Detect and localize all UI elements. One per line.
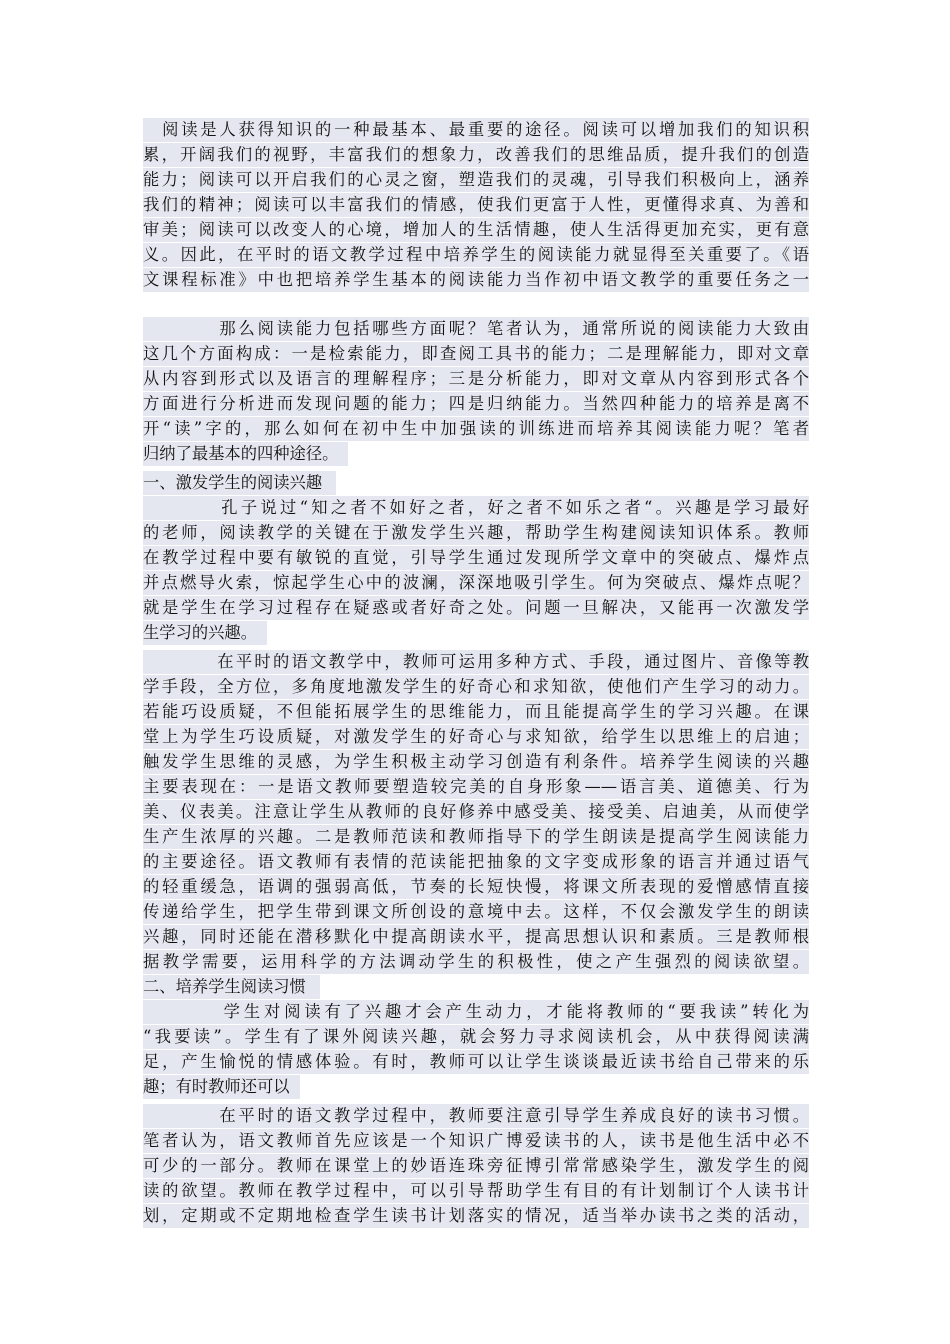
text-line: 读的欲望。教师在教学过程中，可以引导帮助学生有目的有计划制订个人读书计 bbox=[143, 1179, 809, 1203]
text-line: 堂上为学生巧设质疑，对激发学生的好奇心与求知欲，给学生以思维上的启迪； bbox=[143, 725, 809, 749]
text-line: 据教学需要，运用科学的方法调动学生的积极性，使之产生强烈的阅读欲望。 bbox=[143, 950, 809, 974]
text-line: 方面进行分析进而发现问题的能力；四是归纳能力。当然四种能力的培养是离不 bbox=[143, 392, 809, 416]
text-line: 趣；有时教师还可以 bbox=[143, 1075, 300, 1099]
text-line: 学手段，全方位，多角度地激发学生的好奇心和求知欲，使他们产生学习的动力。 bbox=[143, 675, 809, 699]
text-line: 并点燃导火索，惊起学生心中的波澜，深深地吸引学生。何为突破点、爆炸点呢？ bbox=[143, 571, 809, 595]
text-line: 足，产生愉悦的情感体验。有时，教师可以让学生谈谈最近读书给自己带来的乐 bbox=[143, 1050, 809, 1074]
text-line: 生学习的兴趣。 bbox=[143, 621, 267, 645]
document-page bbox=[143, 118, 809, 1229]
text-line: 我们的精神；阅读可以丰富我们的情感，使我们更富于人性，更懂得求真、为善和 bbox=[143, 193, 809, 217]
paragraph-interest-motivation bbox=[143, 1000, 809, 1104]
section-heading-2 bbox=[143, 975, 809, 1000]
text-line: 从内容到形式以及语言的理解程序；三是分析能力，即对文章从内容到形式各个 bbox=[143, 367, 809, 391]
text-line: 的主要途径。语文教师有表情的范读能把抽象的文字变成形象的语言并通过语气 bbox=[143, 850, 809, 874]
text-line: 审美；阅读可以改变人的心境，增加人的生活情趣，使人生活得更加充实，更有意 bbox=[143, 218, 809, 242]
text-line: 的老师，阅读教学的关键在于激发学生兴趣，帮助学生构建阅读知识体系。教师 bbox=[143, 521, 809, 545]
paragraph-teaching-methods bbox=[143, 650, 809, 974]
text-line: 那么阅读能力包括哪些方面呢？笔者认为，通常所说的阅读能力大致由 bbox=[143, 317, 809, 341]
text-line: 兴趣，同时还能在潜移默化中提高朗读水平，提高思想认识和素质。三是教师根 bbox=[143, 925, 809, 949]
text-line: 美、仪表美。注意让学生从教师的良好修养中感受美、接受美、启迪美，从而使学 bbox=[143, 800, 809, 824]
text-line: 阅读是人获得知识的一种最基本、最重要的途径。阅读可以增加我们的知识积 bbox=[143, 118, 809, 142]
text-line: 生产生浓厚的兴趣。二是教师范读和教师指导下的学生朗读是提高学生阅读能力 bbox=[143, 825, 809, 849]
paragraph-reading-ability bbox=[143, 317, 809, 471]
text-line: 若能巧设质疑，不但能拓展学生的思维能力，而且能提高学生的学习兴趣。在课 bbox=[143, 700, 809, 724]
text-line: 触发学生思维的灵感，为学生积极主动学习创造有利条件。培养学生阅读的兴趣 bbox=[143, 750, 809, 774]
paragraph-intro bbox=[143, 118, 809, 292]
text-line: 笔者认为，语文教师首先应该是一个知识广博爱读书的人，读书是他生活中必不 bbox=[143, 1129, 809, 1153]
section-heading-1 bbox=[143, 471, 809, 496]
text-line: 能力；阅读可以开启我们的心灵之窗，塑造我们的灵魂，引导我们积极向上，涵养 bbox=[143, 168, 809, 192]
text-line: 在平时的语文教学过程中，教师要注意引导学生养成良好的读书习惯。 bbox=[143, 1104, 809, 1128]
text-line: 可少的一部分。教师在课堂上的妙语连珠旁征博引常常感染学生，激发学生的阅 bbox=[143, 1154, 809, 1178]
text-line: 开“读”字的，那么如何在初中生中加强读的训练进而培养其阅读能力呢？笔者 bbox=[143, 417, 809, 441]
section-heading: 二、培养学生阅读习惯 bbox=[143, 975, 320, 999]
text-line: 传递给学生，把学生带到课文所创设的意境中去。这样，不仅会激发学生的朗读 bbox=[143, 900, 809, 924]
text-line: 义。因此，在平时的语文教学过程中培养学生的阅读能力就显得至关重要了。《语 bbox=[143, 243, 809, 267]
text-line: 划，定期或不定期地检查学生读书计划落实的情况，适当举办读书之类的活动， bbox=[143, 1204, 809, 1228]
text-line: 学生对阅读有了兴趣才会产生动力，才能将教师的“要我读”转化为 bbox=[143, 1000, 809, 1024]
text-line: 的轻重缓急，语调的强弱高低，节奏的长短快慢，将课文所表现的爱憎感情直接 bbox=[143, 875, 809, 899]
text-line: 孔子说过“知之者不如好之者，好之者不如乐之者“。兴趣是学习最好 bbox=[143, 496, 809, 520]
text-line: 累，开阔我们的视野，丰富我们的想象力，改善我们的思维品质，提升我们的创造 bbox=[143, 143, 809, 167]
paragraph-reading-habits bbox=[143, 1104, 809, 1228]
text-line: 主要表现在：一是语文教师要塑造较完美的自身形象——语言美、道德美、行为 bbox=[143, 775, 809, 799]
paragraph-confucius bbox=[143, 496, 809, 650]
text-line: 在教学过程中要有敏锐的直觉，引导学生通过发现所学文章中的突破点、爆炸点 bbox=[143, 546, 809, 570]
text-line: 文课程标准》中也把培养学生基本的阅读能力当作初中语文教学的重要任务之一 bbox=[143, 268, 809, 292]
section-heading: 一、激发学生的阅读兴趣 bbox=[143, 471, 336, 495]
text-line: 在平时的语文教学中，教师可运用多种方式、手段，通过图片、音像等教 bbox=[143, 650, 809, 674]
text-line: 就是学生在学习过程存在疑惑或者好奇之处。问题一旦解决，又能再一次激发学 bbox=[143, 596, 809, 620]
text-line: 这几个方面构成：一是检索能力，即查阅工具书的能力；二是理解能力，即对文章 bbox=[143, 342, 809, 366]
text-line: 归纳了最基本的四种途径。 bbox=[143, 442, 348, 466]
text-line: “我要读”。学生有了课外阅读兴趣，就会努力寻求阅读机会，从中获得阅读满 bbox=[143, 1025, 809, 1049]
